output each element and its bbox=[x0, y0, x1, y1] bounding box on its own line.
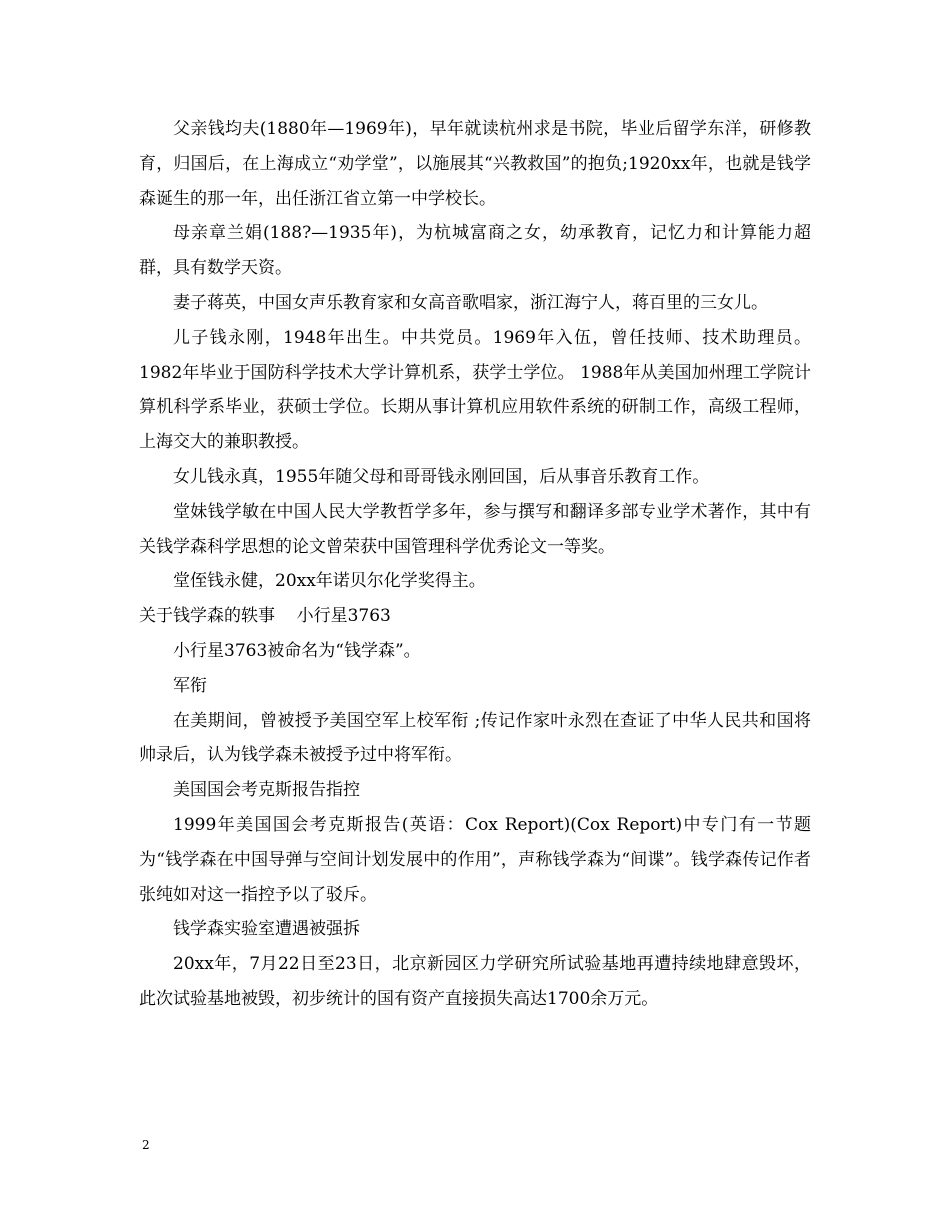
subheading-cox-report: 美国国会考克斯报告指控 bbox=[173, 780, 360, 801]
paragraph-daughter: 女儿钱永真，1955年随父母和哥哥钱永刚回国，后从事音乐教育工作。 bbox=[173, 466, 710, 487]
subheading-lab-demolition: 钱学森实验室遭遇被强拆 bbox=[173, 919, 360, 940]
subheading-rank: 军衔 bbox=[173, 675, 207, 696]
paragraph-mother: 母亲章兰娟(188?—1935年)，为杭城富商之女，幼承教育，记忆力和计算能力超群，具有数学天资。 bbox=[139, 223, 811, 279]
paragraph-nephew: 堂侄钱永健，20xx年诺贝尔化学奖得主。 bbox=[173, 571, 486, 592]
paragraph-asteroid: 小行星3763被命名为“钱学森”。 bbox=[173, 640, 421, 661]
paragraph-father: 父亲钱均夫(1880年—1969年)，早年就读杭州求是书院，毕业后留学东洋，研修教育，归国后，在上海成立“劝学堂”，以施展其“兴教救国”的抱负;1920xx年，也就是钱学森诞生的那一年，出任浙江省立第一中学校长。 bbox=[139, 119, 811, 209]
paragraph-cousin: 堂妹钱学敏在中国人民大学教哲学多年，参与撰写和翻译多部专业学术著作，其中有关钱学森科学思想的论文曾荣获中国管理科学优秀论文一等奖。 bbox=[139, 501, 811, 557]
paragraph-lab-demolition: 20xx年，7月22日至23日，北京新园区力学研究所试验基地再遭持续地肆意毁坏，此次试验基地被毁，初步统计的国有资产直接损失高达1700余万元。 bbox=[139, 954, 811, 1009]
paragraph-rank: 在美期间，曾被授予美国空军上校军衔 ;传记作家叶永烈在查证了中华人民共和国将帅录后，认为钱学森未被授予过中将军衔。 bbox=[139, 710, 811, 766]
page-number: 2 bbox=[142, 1138, 150, 1152]
paragraph-wife: 妻子蒋英，中国女声乐教育家和女高音歌唱家，浙江海宁人，蒋百里的三女儿。 bbox=[173, 292, 768, 313]
paragraph-cox-report: 1999年美国国会考克斯报告(英语：Cox Report)(Cox Report)中专门有一节题为“钱学森在中国导弹与空间计划发展中的作用”，声称钱学森为“间谍”。钱学森传记作者张纯如对这一指控予以了驳斥。 bbox=[139, 814, 811, 905]
paragraph-son: 儿子钱永刚，1948年出生。中共党员。1969年入伍，曾任技师、技术助理员。1982年毕业于国防科学技术大学计算机系，获学士学位。 1988年从美国加州理工学院计算机科学系毕业，获硕士学位。长期从事计算机应用软件系统的研制工作，高级工程师，上海交大的兼职教授。 bbox=[139, 327, 811, 453]
document-body bbox=[139, 112, 811, 1017]
section-heading-anecdotes: 关于钱学森的轶事 小行星3763 bbox=[139, 606, 391, 627]
